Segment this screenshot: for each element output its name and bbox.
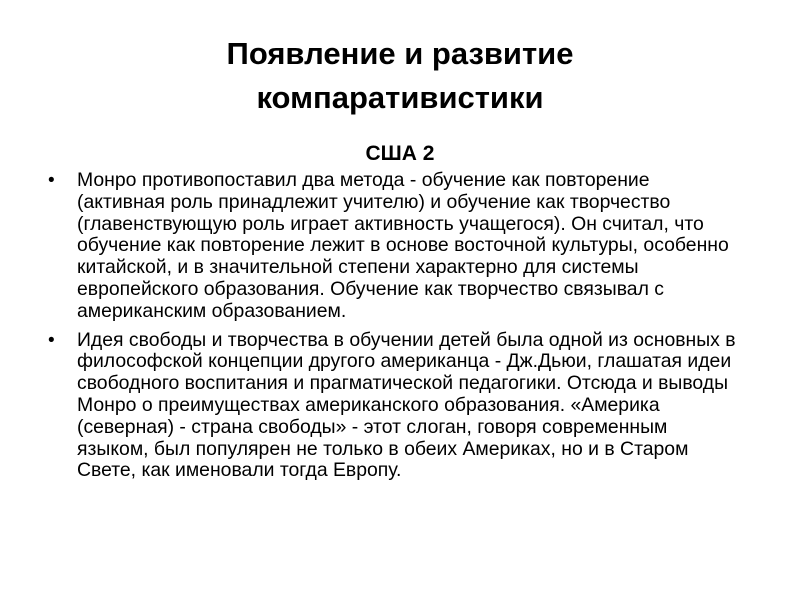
bullet-text: Монро противопоставил два метода - обучение как повторение (активная роль принадлежит учителю) и обучение как творчество (главенствующую роль играет активность учащегося). Он считал, что обучение как повторение лежит в основе восточной культуры, особенно китайской, и в значительной степени характерно для системы европейского образования. Обучение как творчество связывал с американским образованием.	[77, 169, 729, 322]
bullet-item	[48, 330, 738, 483]
slide-subtitle: США 2	[365, 142, 435, 165]
slide-title	[60, 32, 740, 120]
bullet-icon: •	[48, 329, 55, 351]
bullet-icon: •	[48, 170, 55, 191]
title-line-1: Появление и развитие	[226, 36, 574, 71]
bullet-text: Идея свободы и творчества в обучении детей была одной из основных в философской концепции другого американца - Дж.Дьюи, глашатая идеи свободного воспитания и прагматической педагогики. Отсюда и выводы Монро о преимуществах американского образования. «Америка (северная) - страна свободы» - этот слоган, говоря современным языком, был популярен не только в обеих Америках, но и в Старом Свете, как именовали тогда Европу.	[77, 328, 736, 482]
title-line-2: компаративистики	[256, 80, 544, 115]
bullet-item	[48, 170, 738, 323]
bullet-list	[48, 170, 738, 489]
